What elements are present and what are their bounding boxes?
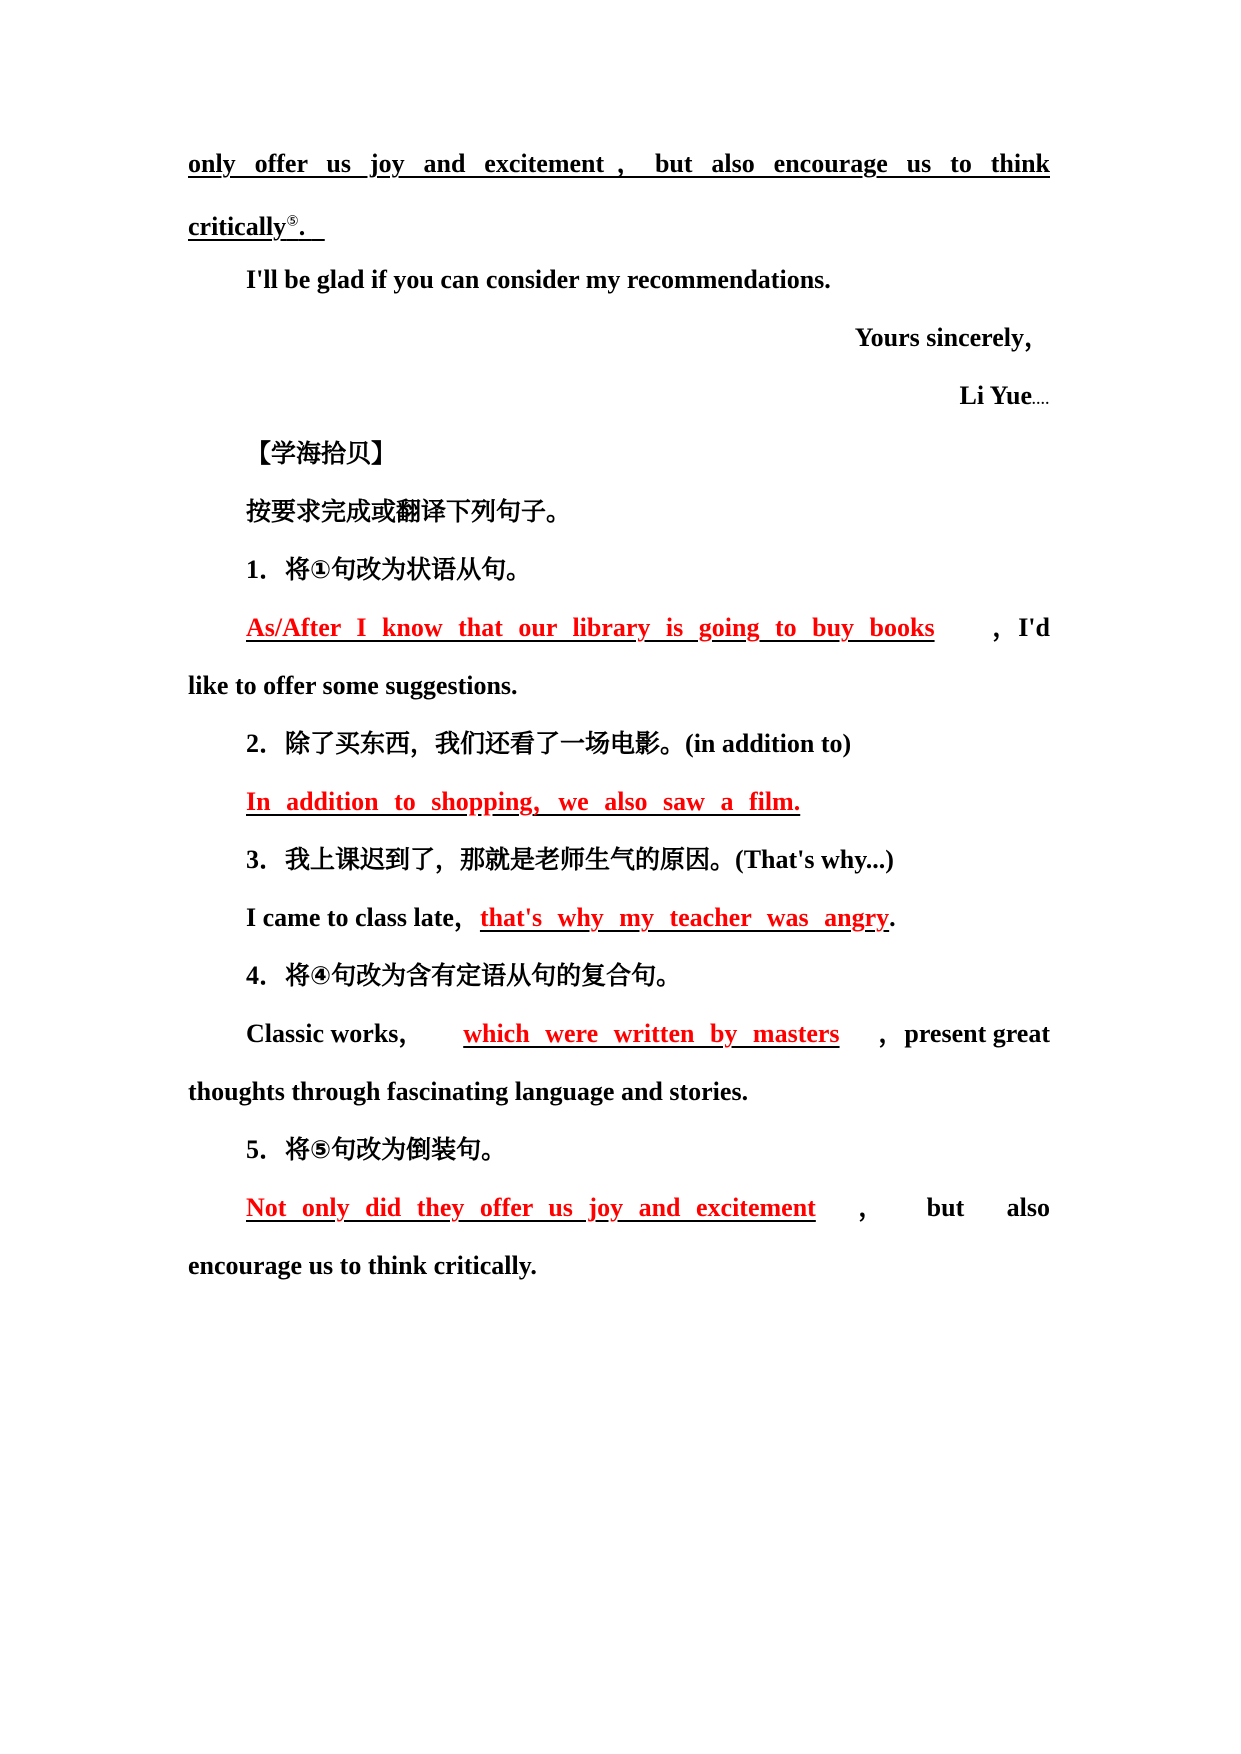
letter-line-2 (188, 205, 1050, 244)
exercise-3-number: 3． (246, 845, 286, 874)
exercise-4-continuation: thoughts through fascinating language and stories. (188, 1077, 749, 1106)
exercise-5-but: but (926, 1193, 965, 1222)
exercise-4-answer-line (246, 1017, 1050, 1051)
signature-dots: .... (1032, 393, 1050, 408)
exercise-3-hint: (That's why...) (735, 845, 894, 874)
letter-line-1-text: only offer us joy and excitement，but also encourage us to think (188, 149, 1050, 178)
exercise-1-prompt (246, 553, 1050, 587)
sign-off: Yours sincerely， (854, 323, 1050, 352)
exercise-2-prompt-text: 除了买东西，我们还看了一场电影。 (285, 729, 686, 758)
exercise-1-number: 1． (246, 555, 286, 584)
exercise-5-answer-line (246, 1191, 1050, 1225)
letter-line-2-text: critically (188, 211, 287, 241)
exercise-1-answer-line (246, 611, 1050, 645)
exercise-2-prompt (246, 727, 1050, 761)
exercise-4-prompt-text: 将④句改为含有定语从句的复合句。 (285, 961, 682, 990)
section-title: 【学海拾贝】 (246, 439, 397, 468)
exercise-5-also: also (1006, 1193, 1050, 1222)
exercise-5-answer: Not only did they offer us joy and excitement (246, 1193, 816, 1222)
exercise-5-number: 5． (246, 1135, 286, 1164)
footnote-mark: ⑤ (286, 214, 299, 229)
closing-sentence: I'll be glad if you can consider my recommendations. (246, 265, 831, 294)
exercise-3-answer-line (246, 901, 1050, 935)
exercise-3-prompt-text: 我上课迟到了，那就是老师生气的原因。 (285, 845, 736, 874)
exercise-5-comma: ， (858, 1193, 885, 1222)
exercise-2-number: 2． (246, 729, 286, 758)
exercise-3-prompt (246, 843, 1050, 877)
letter-line-2-end: . (298, 211, 312, 241)
exercise-1-answer: As/After I know that our library is going to buy books (246, 613, 935, 642)
exercise-5-continuation: encourage us to think critically. (188, 1251, 537, 1280)
signature-line (188, 379, 1050, 418)
exercise-3-after: . (889, 903, 896, 932)
exercise-4-number: 4． (246, 961, 286, 990)
exercise-1-continuation: like to offer some suggestions. (188, 671, 518, 700)
letter-line-1 (188, 147, 1050, 181)
exercise-1-prompt-text: 将①句改为状语从句。 (285, 555, 532, 584)
exercise-3-answer: that's why my teacher was angry (479, 903, 890, 932)
exercise-2-answer: In addition to shopping，we also saw a film. (246, 787, 801, 816)
section-instruction: 按要求完成或翻译下列句子。 (246, 497, 572, 526)
signature: Li Yue (959, 381, 1032, 410)
exercise-5-prompt-text: 将⑤句改为倒装句。 (285, 1135, 507, 1164)
exercise-4-answer: which were written by masters (463, 1019, 840, 1048)
exercise-4-prompt (246, 959, 1050, 993)
exercise-3-before: I came to class late， (246, 903, 480, 932)
exercise-1-after: ，I'd (992, 613, 1050, 642)
exercise-4-before: Classic works， (246, 1019, 425, 1048)
exercise-5-prompt (246, 1133, 1050, 1167)
exercise-2-hint: (in addition to) (685, 729, 852, 758)
exercise-4-after: ，present great (878, 1019, 1050, 1048)
letter-line-2-underlined (188, 212, 325, 241)
exercise-2-answer-line (246, 785, 1050, 819)
